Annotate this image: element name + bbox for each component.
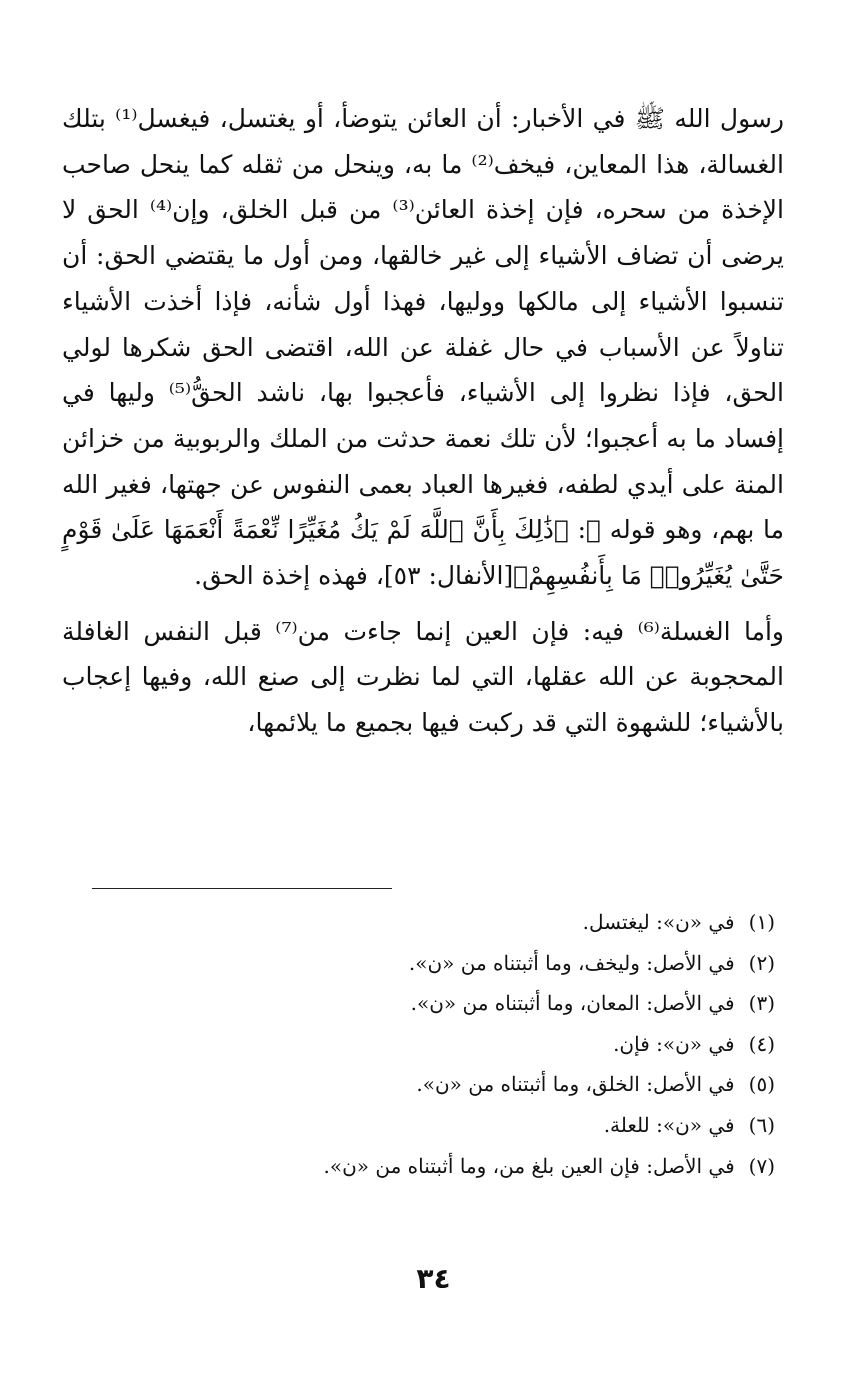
footnote-number: (٧) — [748, 1153, 775, 1178]
footnote-number: (١) — [748, 910, 775, 934]
footnote-text: في الأصل: وليخف، وما أثبتناه من «ن». — [408, 950, 735, 975]
footnote-7 — [85, 1146, 775, 1187]
paragraph-2: وأما الغسلة⁽⁶⁾ فيه: فإن العين إنما جاءت من⁽⁷⁾ قبل النفس الغافلة المحجوبة عن الله عقلها، التي لما نظرت إلى صنع الله، وفيها إعجاب بالأشياء؛ للشهوة التي قد ركبت فيها بجميع ما يلائمها، — [62, 616, 784, 738]
footnote-4 — [85, 1024, 775, 1065]
main-text — [62, 96, 784, 746]
footnote-6 — [85, 1105, 775, 1146]
footnote-number: (٤) — [748, 1031, 775, 1056]
footnote-text: في «ن»: ليغتسل. — [582, 910, 735, 934]
footnote-1 — [85, 902, 775, 943]
footnote-3 — [85, 983, 775, 1024]
footnotes-list — [85, 902, 775, 1186]
footnote-text: في الأصل: فإن العين بلغ من، وما أثبتناه من «ن». — [323, 1153, 735, 1178]
page-number: ٣٤ — [416, 1262, 451, 1295]
footnote-text: في «ن»: للعلة. — [603, 1112, 735, 1137]
paragraph-1: رسول الله ﷺ في الأخبار: أن العائن يتوضأ، أو يغتسل، فيغسل⁽¹⁾ بتلك الغسالة، هذا المعاين، فيخف⁽²⁾ ما به، وينحل من ثقله كما ينحل صاحب الإخذة من سحره، فإن إخذة العائن⁽³⁾ من قبل الخلق، وإن⁽⁴⁾ الحق لا يرضى أن تضاف الأشياء إلى غير خالقها، ومن أول ما يقتضي الحق: أن تنسبوا الأشياء إلى مالكها ووليها، فهذا أول شأنه، فإذا أخذت الأشياء تناولاً عن الأسباب في حال غفلة عن الله، اقتضى الحق شكرها لولي الحق، فإذا نظروا إلى الأشياء، فأعجبوا بها، ناشد الحقُّ⁽⁵⁾ وليها في إفساد ما به أعجبوا؛ لأن تلك نعمة حدثت من الملك والربوبية من خزائن المنة على أيدي لطفه، فغيرها العباد بعمى النفوس عن جهتها، فغير الله ما بهم، وهو قوله ﷻ: ﴿ذَٰلِكَ بِأَنَّ ٱللَّهَ لَمْ يَكُ مُغَيِّرًا نِّعْمَةً أَنْعَمَهَا عَلَىٰ قَوْمٍ حَتَّىٰ يُغَيِّرُوا۟ مَا بِأَنفُسِهِمْ﴾[الأنفال: ٥٣]، فهذه إخذة الحق. — [62, 104, 785, 591]
footnote-text: في «ن»: فإن. — [613, 1031, 735, 1056]
footnote-number: (٥) — [748, 1072, 775, 1097]
footnote-2 — [85, 943, 775, 984]
footnote-number: (٢) — [748, 950, 775, 975]
footnote-number: (٦) — [748, 1112, 775, 1137]
footnote-number: (٣) — [748, 991, 775, 1016]
footnote-5 — [85, 1064, 775, 1105]
footnote-text: في الأصل: الخلق، وما أثبتناه من «ن». — [416, 1072, 735, 1097]
footnote-text: في الأصل: المعان، وما أثبتناه من «ن». — [410, 991, 735, 1016]
footnote-separator — [92, 888, 392, 889]
